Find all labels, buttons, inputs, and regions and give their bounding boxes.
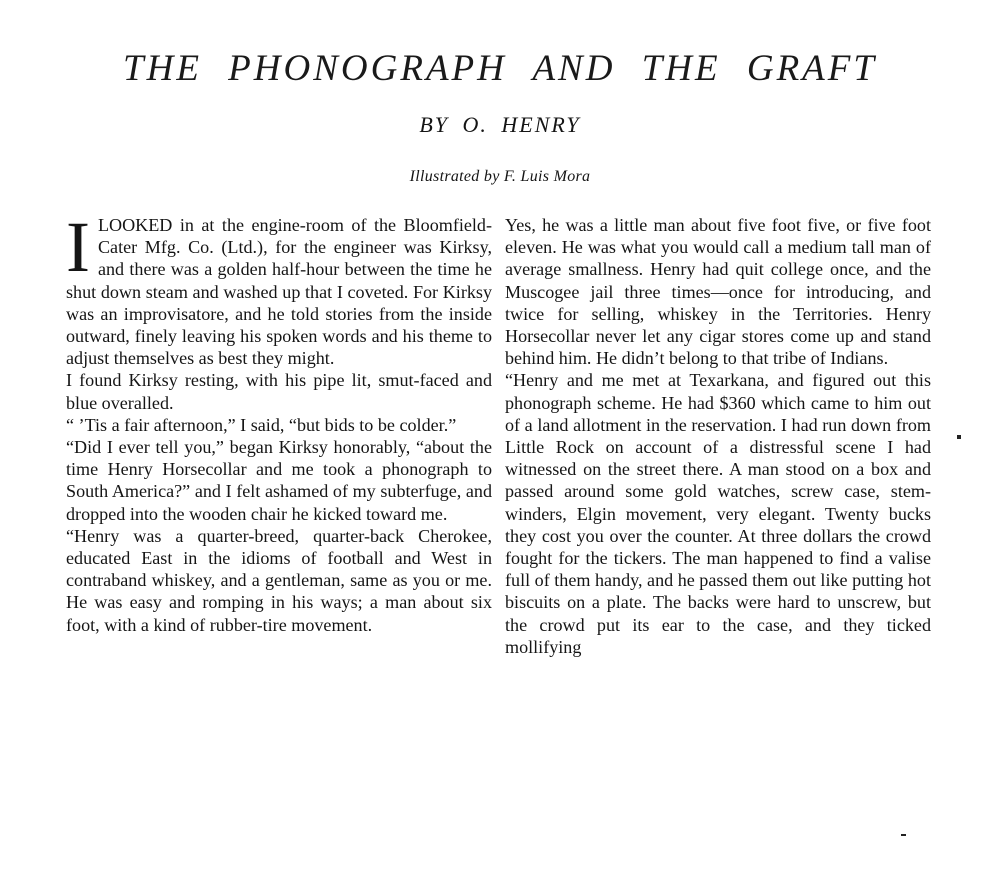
paragraph-5: “Henry was a quarter-breed, quarter-back Cherokee, educated East in the idioms of football and West in contraband whiskey, and a gentleman, same as you or me. He was easy and romping in his ways; a man about six foot, with a kind of rubber-tire movement. <box>66 525 492 635</box>
article-title: THE PHONOGRAPH AND THE GRAFT <box>123 48 877 89</box>
paragraph-4: “Did I ever tell you,” began Kirksy honorably, “about the time Henry Horsecollar and me took a phonograph to South America?” and I felt ashamed of my subterfuge, and dropped into the wooden chair he kicked toward me. <box>66 437 492 524</box>
right-column <box>505 214 931 658</box>
margin-mark-bottom <box>901 834 906 836</box>
left-column <box>66 207 492 636</box>
paragraph-1-text: LOOKED in at the engine-room of the Bloomfield-Cater Mfg. Co. (Ltd.), for the engineer was Kirksy, and there was a golden half-hour between the time he shut down steam and washed up that I coveted. For Kirksy was an improvisatore, and he told stories from the inside outward, finely leaving his spoken words and his theme to adjust themselves as best they might. <box>66 215 492 369</box>
paragraph-6: Yes, he was a little man about five foot five, or five foot eleven. He was what you would call a medium tall man of average smallness. Henry had quit college once, and the Muscogee jail three times—once for introducing, and twice for selling, whiskey in the Territories. Henry Horsecollar never let any cigar stores come up and stand behind him. He didn’t belong to that tribe of Indians. <box>505 215 931 369</box>
margin-mark <box>957 435 961 439</box>
drop-cap: I <box>66 207 90 287</box>
paragraph-7: “Henry and me met at Texarkana, and figured out this phonograph scheme. He had $360 which came to him out of a land allotment in the reservation. I had run down from Little Rock on account of a distressful scene I had witnessed on the street there. A man stood on a box and passed around some gold watches, screw case, stem-winders, Elgin movement, very elegant. Twenty bucks they cost you over the counter. At three dollars the crowd fought for the tickers. The man happened to find a valise full of them handy, and he passed them out like putting hot biscuits on a plate. The backs were hard to unscrew, but the crowd put its ear to the case, and they ticked mollifying <box>505 370 931 657</box>
illustrator-credit: Illustrated by F. Luis Mora <box>409 168 591 185</box>
paragraph-2: I found Kirksy resting, with his pipe lit, smut-faced and blue overalled. <box>66 370 492 413</box>
paragraph-3: “ ’Tis a fair afternoon,” I said, “but bids to be colder.” <box>66 414 457 435</box>
author-byline: BY O. HENRY <box>419 112 581 137</box>
paragraph-1 <box>66 207 492 369</box>
